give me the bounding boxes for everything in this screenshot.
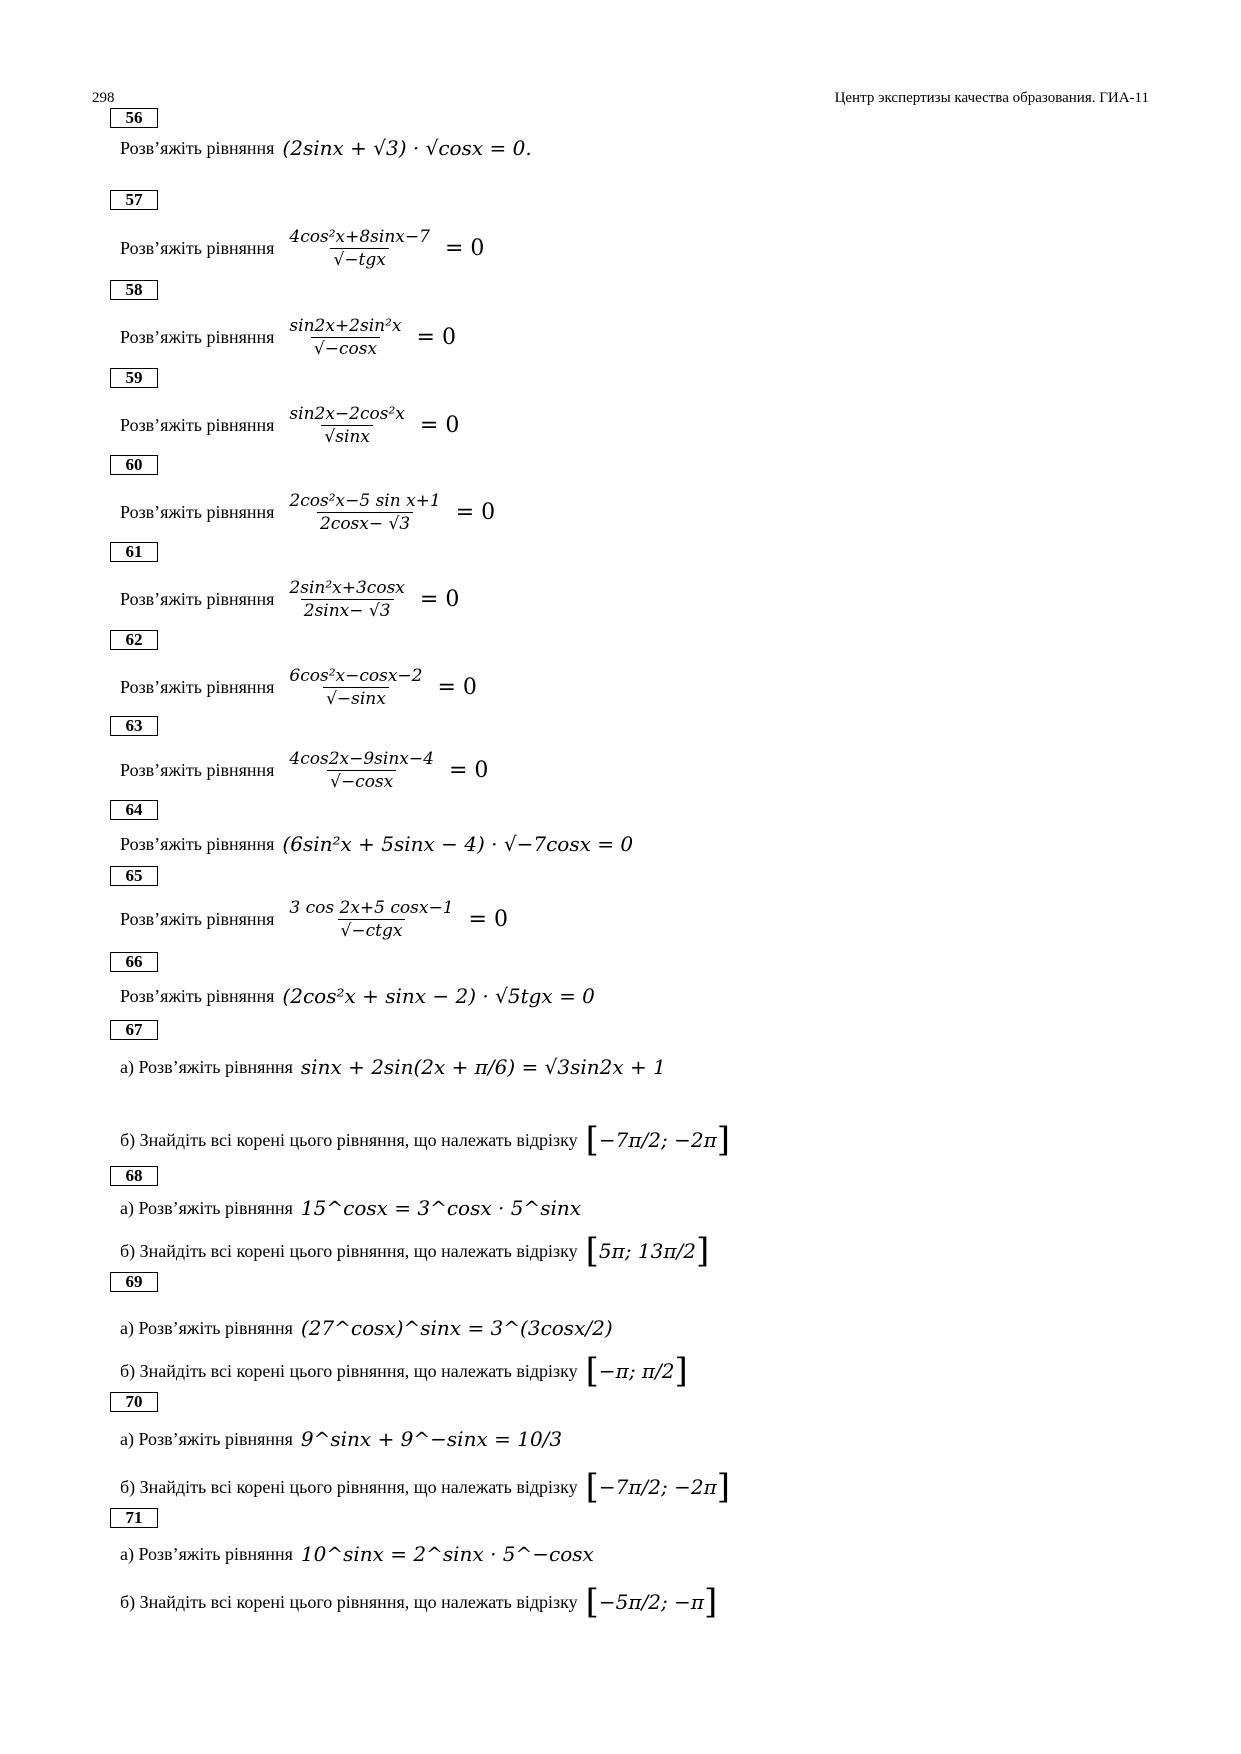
problem-71-a xyxy=(120,1542,594,1566)
instruction: а) Розв’яжіть рівняння xyxy=(120,1056,293,1077)
instruction: а) Розв’яжіть рівняння xyxy=(120,1317,293,1338)
equation: (2sinx + √3) · √cosx = 0. xyxy=(282,136,532,160)
problem-68-a xyxy=(120,1196,581,1220)
problem-64 xyxy=(120,832,633,856)
problem-66 xyxy=(120,984,595,1008)
instruction: Розв’яжіть рівняння xyxy=(120,909,275,929)
denominator: √−cosx xyxy=(327,770,396,793)
equation: 9^sinx + 9^−sinx = 10/3 xyxy=(300,1427,563,1451)
equation: 15^cosx = 3^cosx · 5^sinx xyxy=(300,1196,582,1220)
equals-zero: = 0 xyxy=(455,500,496,525)
problem-69-a xyxy=(120,1316,613,1340)
problem-number: 61 xyxy=(110,542,158,562)
problem-59 xyxy=(120,403,459,448)
problem-number: 70 xyxy=(110,1392,158,1412)
equation: sinx + 2sin(2x + π/6) = √3sin2x + 1 xyxy=(300,1055,666,1079)
problem-number: 68 xyxy=(110,1166,158,1186)
segment-left: −5π/2 xyxy=(598,1590,661,1614)
instruction: Розв’яжіть рівняння xyxy=(120,833,275,854)
equation: (27^cosx)^sinx = 3^(3cosx/2) xyxy=(300,1316,613,1340)
instruction: Розв’яжіть рівняння xyxy=(120,502,275,522)
instruction: а) Розв’яжіть рівняння xyxy=(120,1428,293,1449)
instruction: б) Знайдіть всі корені цього рівняння, що належать відрізку xyxy=(120,1240,578,1261)
problem-67-b: б) Знайдіть всі корені цього рівняння, що належать відрізку [ −7π/2 ; −2π ] xyxy=(120,1120,731,1160)
problem-number: 69 xyxy=(110,1272,158,1292)
page-number: 298 xyxy=(92,90,115,106)
problem-number: 64 xyxy=(110,800,158,820)
problem-number: 63 xyxy=(110,716,158,736)
equals-zero: = 0 xyxy=(468,907,508,932)
problem-71-b: б) Знайдіть всі корені цього рівняння, що належать відрізку [ −5π/2 ; −π ] xyxy=(120,1582,718,1622)
problem-70-a xyxy=(120,1427,562,1451)
problem-69-b: б) Знайдіть всі корені цього рівняння, що належать відрізку [ −π ; π/2 ] xyxy=(120,1351,688,1391)
denominator: 2sinx− √3 xyxy=(301,599,394,622)
numerator: 6cos²x−cosx−2 xyxy=(289,666,423,686)
equals-zero: = 0 xyxy=(437,675,477,700)
problem-62 xyxy=(120,665,477,710)
denominator: √−sinx xyxy=(323,687,389,710)
instruction: б) Знайдіть всі корені цього рівняння, що належать відрізку xyxy=(120,1129,578,1150)
equals-zero: = 0 xyxy=(444,236,485,261)
numerator: sin2x+2sin²x xyxy=(289,316,402,336)
problem-number: 66 xyxy=(110,952,158,972)
denominator: √−cosx xyxy=(311,337,380,360)
segment-left: −7π/2 xyxy=(598,1475,661,1499)
problem-65 xyxy=(120,897,508,942)
problem-67-a xyxy=(120,1055,666,1079)
problem-number: 57 xyxy=(110,190,158,210)
problem-number: 59 xyxy=(110,368,158,388)
instruction: Розв’яжіть рівняння xyxy=(120,985,275,1006)
instruction: Розв’яжіть рівняння xyxy=(120,760,275,780)
problem-57 xyxy=(120,226,484,271)
problem-number: 58 xyxy=(110,280,158,300)
instruction: б) Знайдіть всі корені цього рівняння, що належать відрізку xyxy=(120,1360,578,1381)
problem-56 xyxy=(120,136,532,160)
instruction: Розв’яжіть рівняння xyxy=(120,327,275,347)
instruction: Розв’яжіть рівняння xyxy=(120,677,275,697)
instruction: Розв’яжіть рівняння xyxy=(120,137,275,158)
numerator: 2cos²x−5 sin x+1 xyxy=(289,491,441,511)
equation: (6sin²x + 5sinx − 4) · √−7cosx = 0 xyxy=(282,832,634,856)
problem-number: 60 xyxy=(110,455,158,475)
segment-left: 5π xyxy=(598,1239,625,1263)
header-source: Центр экспертизы качества образования. ГИА-11 xyxy=(834,90,1149,106)
numerator: sin2x−2cos²x xyxy=(289,404,405,424)
denominator: 2cosx− √3 xyxy=(317,512,413,535)
equation: (2cos²x + sinx − 2) · √5tgx = 0 xyxy=(282,984,595,1008)
segment-left: −π xyxy=(598,1359,629,1383)
problem-63 xyxy=(120,748,488,793)
denominator: √sinx xyxy=(321,425,373,448)
segment-right: −2π xyxy=(674,1475,717,1499)
instruction: а) Розв’яжіть рівняння xyxy=(120,1543,293,1564)
problem-60 xyxy=(120,490,495,535)
numerator: 4cos²x+8sinx−7 xyxy=(289,227,430,247)
problem-number: 67 xyxy=(110,1020,158,1040)
instruction: б) Знайдіть всі корені цього рівняння, що належать відрізку xyxy=(120,1591,578,1612)
numerator: 2sin²x+3cosx xyxy=(289,578,405,598)
problem-number: 62 xyxy=(110,630,158,650)
instruction: а) Розв’яжіть рівняння xyxy=(120,1197,293,1218)
segment-right: 13π/2 xyxy=(637,1239,696,1263)
instruction: б) Знайдіть всі корені цього рівняння, що належать відрізку xyxy=(120,1476,578,1497)
problem-58 xyxy=(120,315,456,360)
problem-number: 65 xyxy=(110,866,158,886)
denominator: √−tgx xyxy=(330,248,388,271)
equals-zero: = 0 xyxy=(416,325,456,350)
numerator: 3 cos 2x+5 cosx−1 xyxy=(289,898,454,918)
segment-left: −7π/2 xyxy=(598,1128,661,1152)
problem-70-b: б) Знайдіть всі корені цього рівняння, що належать відрізку [ −7π/2 ; −2π ] xyxy=(120,1467,731,1507)
instruction: Розв’яжіть рівняння xyxy=(120,238,275,258)
segment-right: −2π xyxy=(674,1128,717,1152)
equals-zero: = 0 xyxy=(448,758,489,783)
problem-number: 71 xyxy=(110,1508,158,1528)
equals-zero: = 0 xyxy=(419,587,460,612)
segment-right: −π xyxy=(674,1590,705,1614)
numerator: 4cos2x−9sinx−4 xyxy=(289,749,434,769)
problem-number: 56 xyxy=(110,108,158,128)
instruction: Розв’яжіть рівняння xyxy=(120,589,275,609)
instruction: Розв’яжіть рівняння xyxy=(120,415,275,435)
problem-68-b: б) Знайдіть всі корені цього рівняння, що належать відрізку [ 5π ; 13π/2 ] xyxy=(120,1231,710,1271)
segment-right: π/2 xyxy=(641,1359,675,1383)
equals-zero: = 0 xyxy=(419,413,460,438)
equation: 10^sinx = 2^sinx · 5^−cosx xyxy=(300,1542,594,1566)
problem-61 xyxy=(120,577,459,622)
denominator: √−ctgx xyxy=(338,919,406,942)
